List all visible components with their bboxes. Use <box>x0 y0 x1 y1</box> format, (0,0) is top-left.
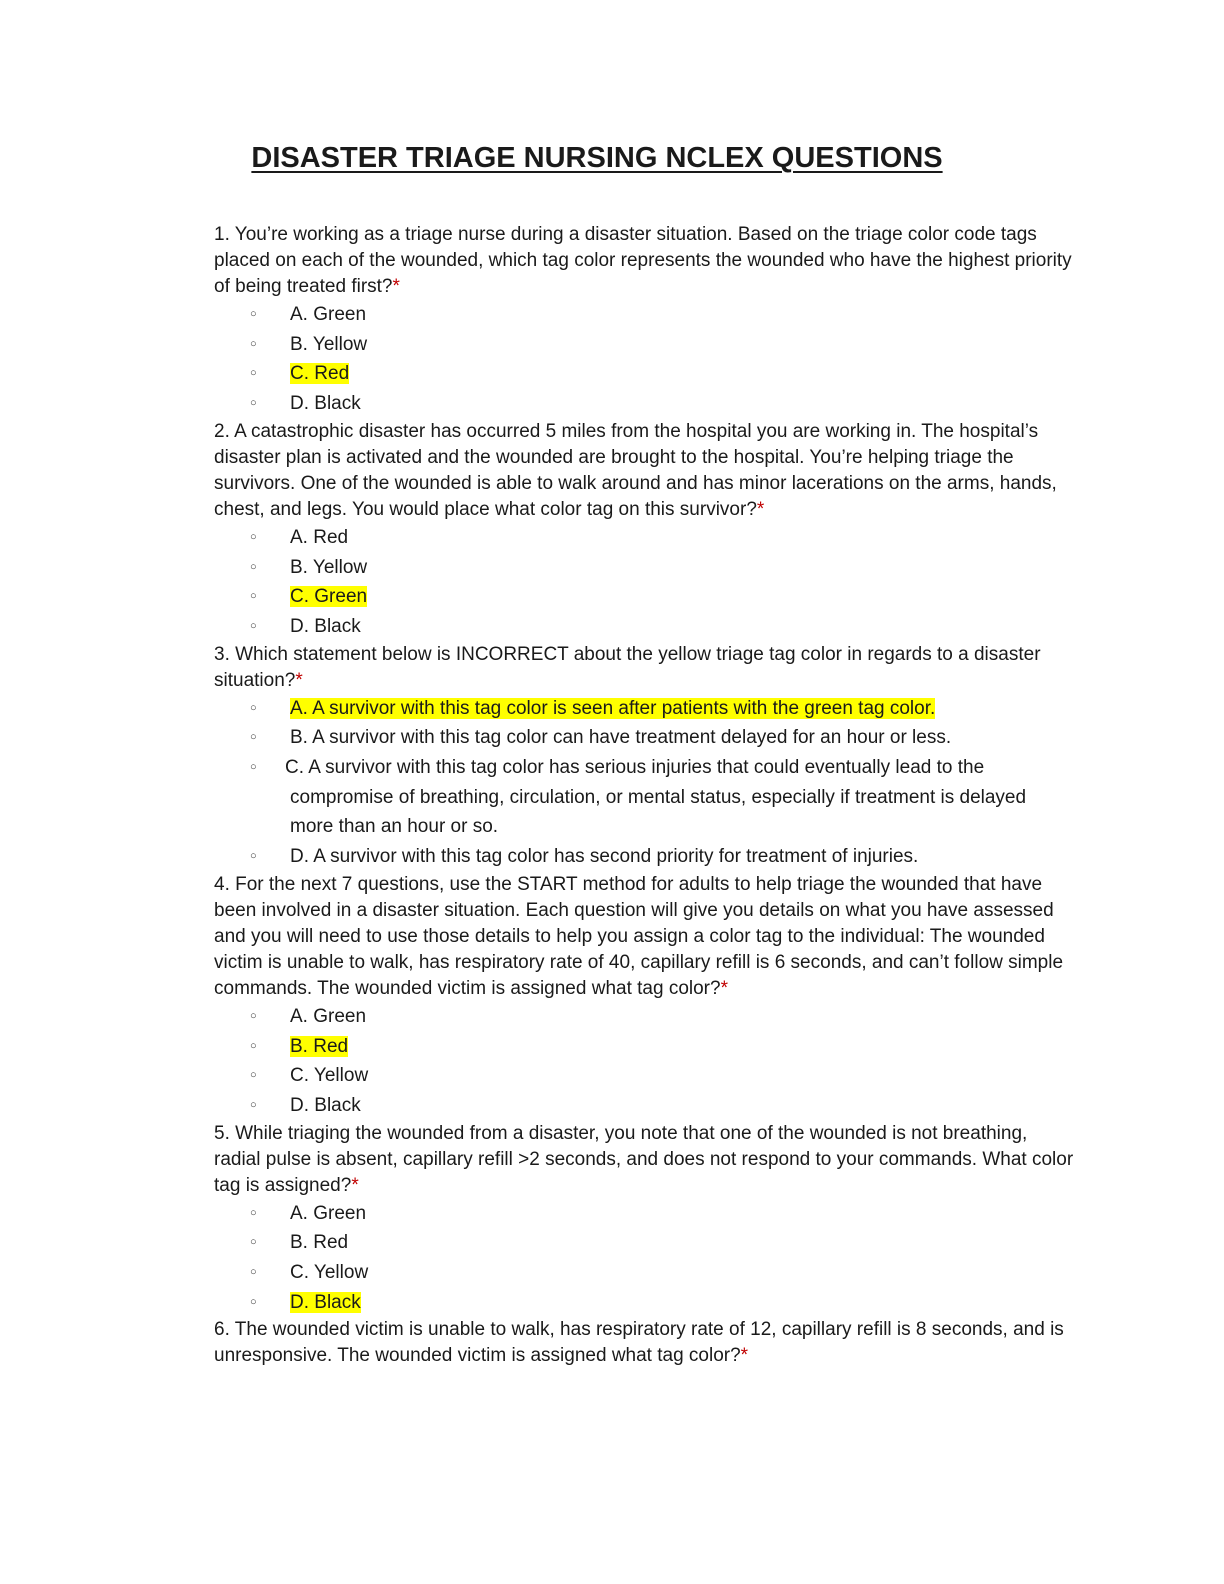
option-label: D. A survivor with this tag color has second priority for treatment of injuries. <box>290 846 919 868</box>
question-stem: 4. For the next 7 questions, use the START method for adults to help triage the wounded that have been involved in a disaster situation. Each question will give you details on what you have assessed and you will need to use those details to help you assign a color tag to the individual: The wounded victim is unable to walk, has respiratory rate of 40, capillary refill is 6 seconds, and can’t follow simple commands. The wounded victim is assigned what tag color? <box>214 873 1064 999</box>
hollow-circle-bullet-icon: ○ <box>250 337 257 350</box>
answer-option <box>214 1061 1074 1091</box>
required-asterisk: * <box>295 669 303 691</box>
question-stem: 5. While triaging the wounded from a disaster, you note that one of the wounded is not breathing, radial pulse is absent, capillary refill >2 seconds, and does not respond to your commands. What color tag is assigned? <box>214 1122 1074 1196</box>
answer-options <box>214 1199 1074 1318</box>
hollow-circle-bullet-icon: ○ <box>250 850 257 863</box>
answer-options <box>214 523 1074 642</box>
hollow-circle-bullet-icon: ○ <box>250 397 257 410</box>
answer-option <box>214 1228 1074 1258</box>
answer-option <box>214 842 1074 872</box>
option-label: A. Green <box>290 1202 367 1224</box>
hollow-circle-bullet-icon: ○ <box>250 1039 257 1052</box>
hollow-circle-bullet-icon: ○ <box>250 308 257 320</box>
option-label: D. Black <box>290 1094 361 1116</box>
option-label: B. Yellow <box>290 556 368 578</box>
question-text <box>214 1317 1074 1369</box>
hollow-circle-bullet-icon: ○ <box>250 367 257 380</box>
answer-option <box>214 1002 1074 1032</box>
answer-option <box>214 1091 1074 1121</box>
answer-option <box>214 553 1074 583</box>
question-text <box>214 642 1074 694</box>
page-title: DISASTER TRIAGE NURSING NCLEX QUESTIONS <box>251 142 943 174</box>
answer-options <box>214 300 1074 419</box>
answer-option <box>214 359 1074 389</box>
answer-option <box>214 330 1074 360</box>
correct-answer-label: B. Red <box>290 1035 349 1057</box>
option-label: C. Yellow <box>290 1262 369 1284</box>
answer-option <box>214 582 1074 612</box>
hollow-circle-bullet-icon: ○ <box>250 619 257 632</box>
question-text <box>214 222 1074 300</box>
hollow-circle-bullet-icon: ○ <box>250 701 257 714</box>
answer-option <box>214 1199 1074 1229</box>
correct-answer-label: C. Red <box>290 363 350 385</box>
hollow-circle-bullet-icon: ○ <box>250 731 257 744</box>
answer-options <box>214 694 1074 872</box>
option-label: B. A survivor with this tag color can have treatment delayed for an hour or less. <box>290 727 952 749</box>
hollow-circle-bullet-icon: ○ <box>250 530 257 543</box>
question-stem: 6. The wounded victim is unable to walk, has respiratory rate of 12, capillary refill is 8 seconds, and is unresponsive. The wounded victim is assigned what tag color? <box>214 1319 1064 1367</box>
required-asterisk: * <box>351 1174 359 1196</box>
option-label: A. Red <box>290 526 349 548</box>
question-block <box>214 419 1074 642</box>
correct-answer-label: A. A survivor with this tag color is seen after patients with the green tag color. <box>290 697 936 719</box>
answer-option <box>214 523 1074 553</box>
answer-option <box>214 300 1074 330</box>
hollow-circle-bullet-icon: ○ <box>250 1266 257 1279</box>
option-label: D. Black <box>290 615 361 637</box>
answer-options <box>214 1002 1074 1121</box>
question-stem: 1. You’re working as a triage nurse during a disaster situation. Based on the triage color code tags placed on each of the wounded, which tag color represents the wounded who have the highest priority of being treated first? <box>214 224 1072 297</box>
option-label: B. Yellow <box>290 333 368 355</box>
option-label: A. Green <box>290 304 367 325</box>
answer-option <box>214 389 1074 419</box>
hollow-circle-bullet-icon: ○ <box>250 560 257 573</box>
required-asterisk: * <box>392 276 400 297</box>
question-list <box>214 222 1074 1369</box>
question-block <box>214 642 1074 872</box>
answer-option <box>214 1288 1074 1318</box>
answer-option <box>214 612 1074 642</box>
correct-answer-label: C. Green <box>290 586 368 608</box>
question-text <box>214 1121 1074 1199</box>
option-label: D. Black <box>290 393 361 415</box>
question-stem: 3. Which statement below is INCORRECT about the yellow triage tag color in regards to a disaster situation? <box>214 643 1041 691</box>
required-asterisk: * <box>756 498 765 520</box>
option-label: B. Red <box>290 1232 349 1254</box>
answer-option <box>214 694 1074 724</box>
option-label: C. A survivor with this tag color has serious injuries that could eventually lead to the compromise of breathing, circulation, or mental status, especially if treatment is delayed more than an hour or so. <box>285 757 1027 838</box>
answer-option <box>214 1258 1074 1288</box>
required-asterisk: * <box>740 1345 749 1367</box>
option-label: A. Green <box>290 1005 367 1027</box>
option-label: C. Yellow <box>290 1065 369 1087</box>
question-block <box>214 1121 1074 1318</box>
hollow-circle-bullet-icon: ○ <box>250 590 257 603</box>
question-block <box>214 1317 1074 1369</box>
required-asterisk: * <box>720 977 728 999</box>
question-stem: 2. A catastrophic disaster has occurred 5 miles from the hospital you are working in. The hospital’s disaster plan is activated and the wounded are brought to the hospital. You’re helping triage the survivors. One of the wounded is able to walk around and has minor lacerations on the arms, hands, chest, and legs. You would place what color tag on this survivor? <box>214 420 1057 520</box>
question-text <box>214 419 1074 523</box>
answer-option <box>214 723 1074 753</box>
answer-option <box>214 753 1074 842</box>
question-block <box>214 872 1074 1121</box>
hollow-circle-bullet-icon: ○ <box>250 1295 257 1308</box>
question-block <box>214 222 1074 419</box>
hollow-circle-bullet-icon: ○ <box>250 1009 257 1022</box>
hollow-circle-bullet-icon: ○ <box>250 1069 257 1082</box>
answer-option <box>214 1032 1074 1062</box>
hollow-circle-bullet-icon: ○ <box>250 761 257 774</box>
hollow-circle-bullet-icon: ○ <box>250 1098 257 1111</box>
hollow-circle-bullet-icon: ○ <box>250 1206 257 1219</box>
correct-answer-label: D. Black <box>290 1291 361 1313</box>
hollow-circle-bullet-icon: ○ <box>250 1236 257 1249</box>
question-text <box>214 872 1074 1002</box>
